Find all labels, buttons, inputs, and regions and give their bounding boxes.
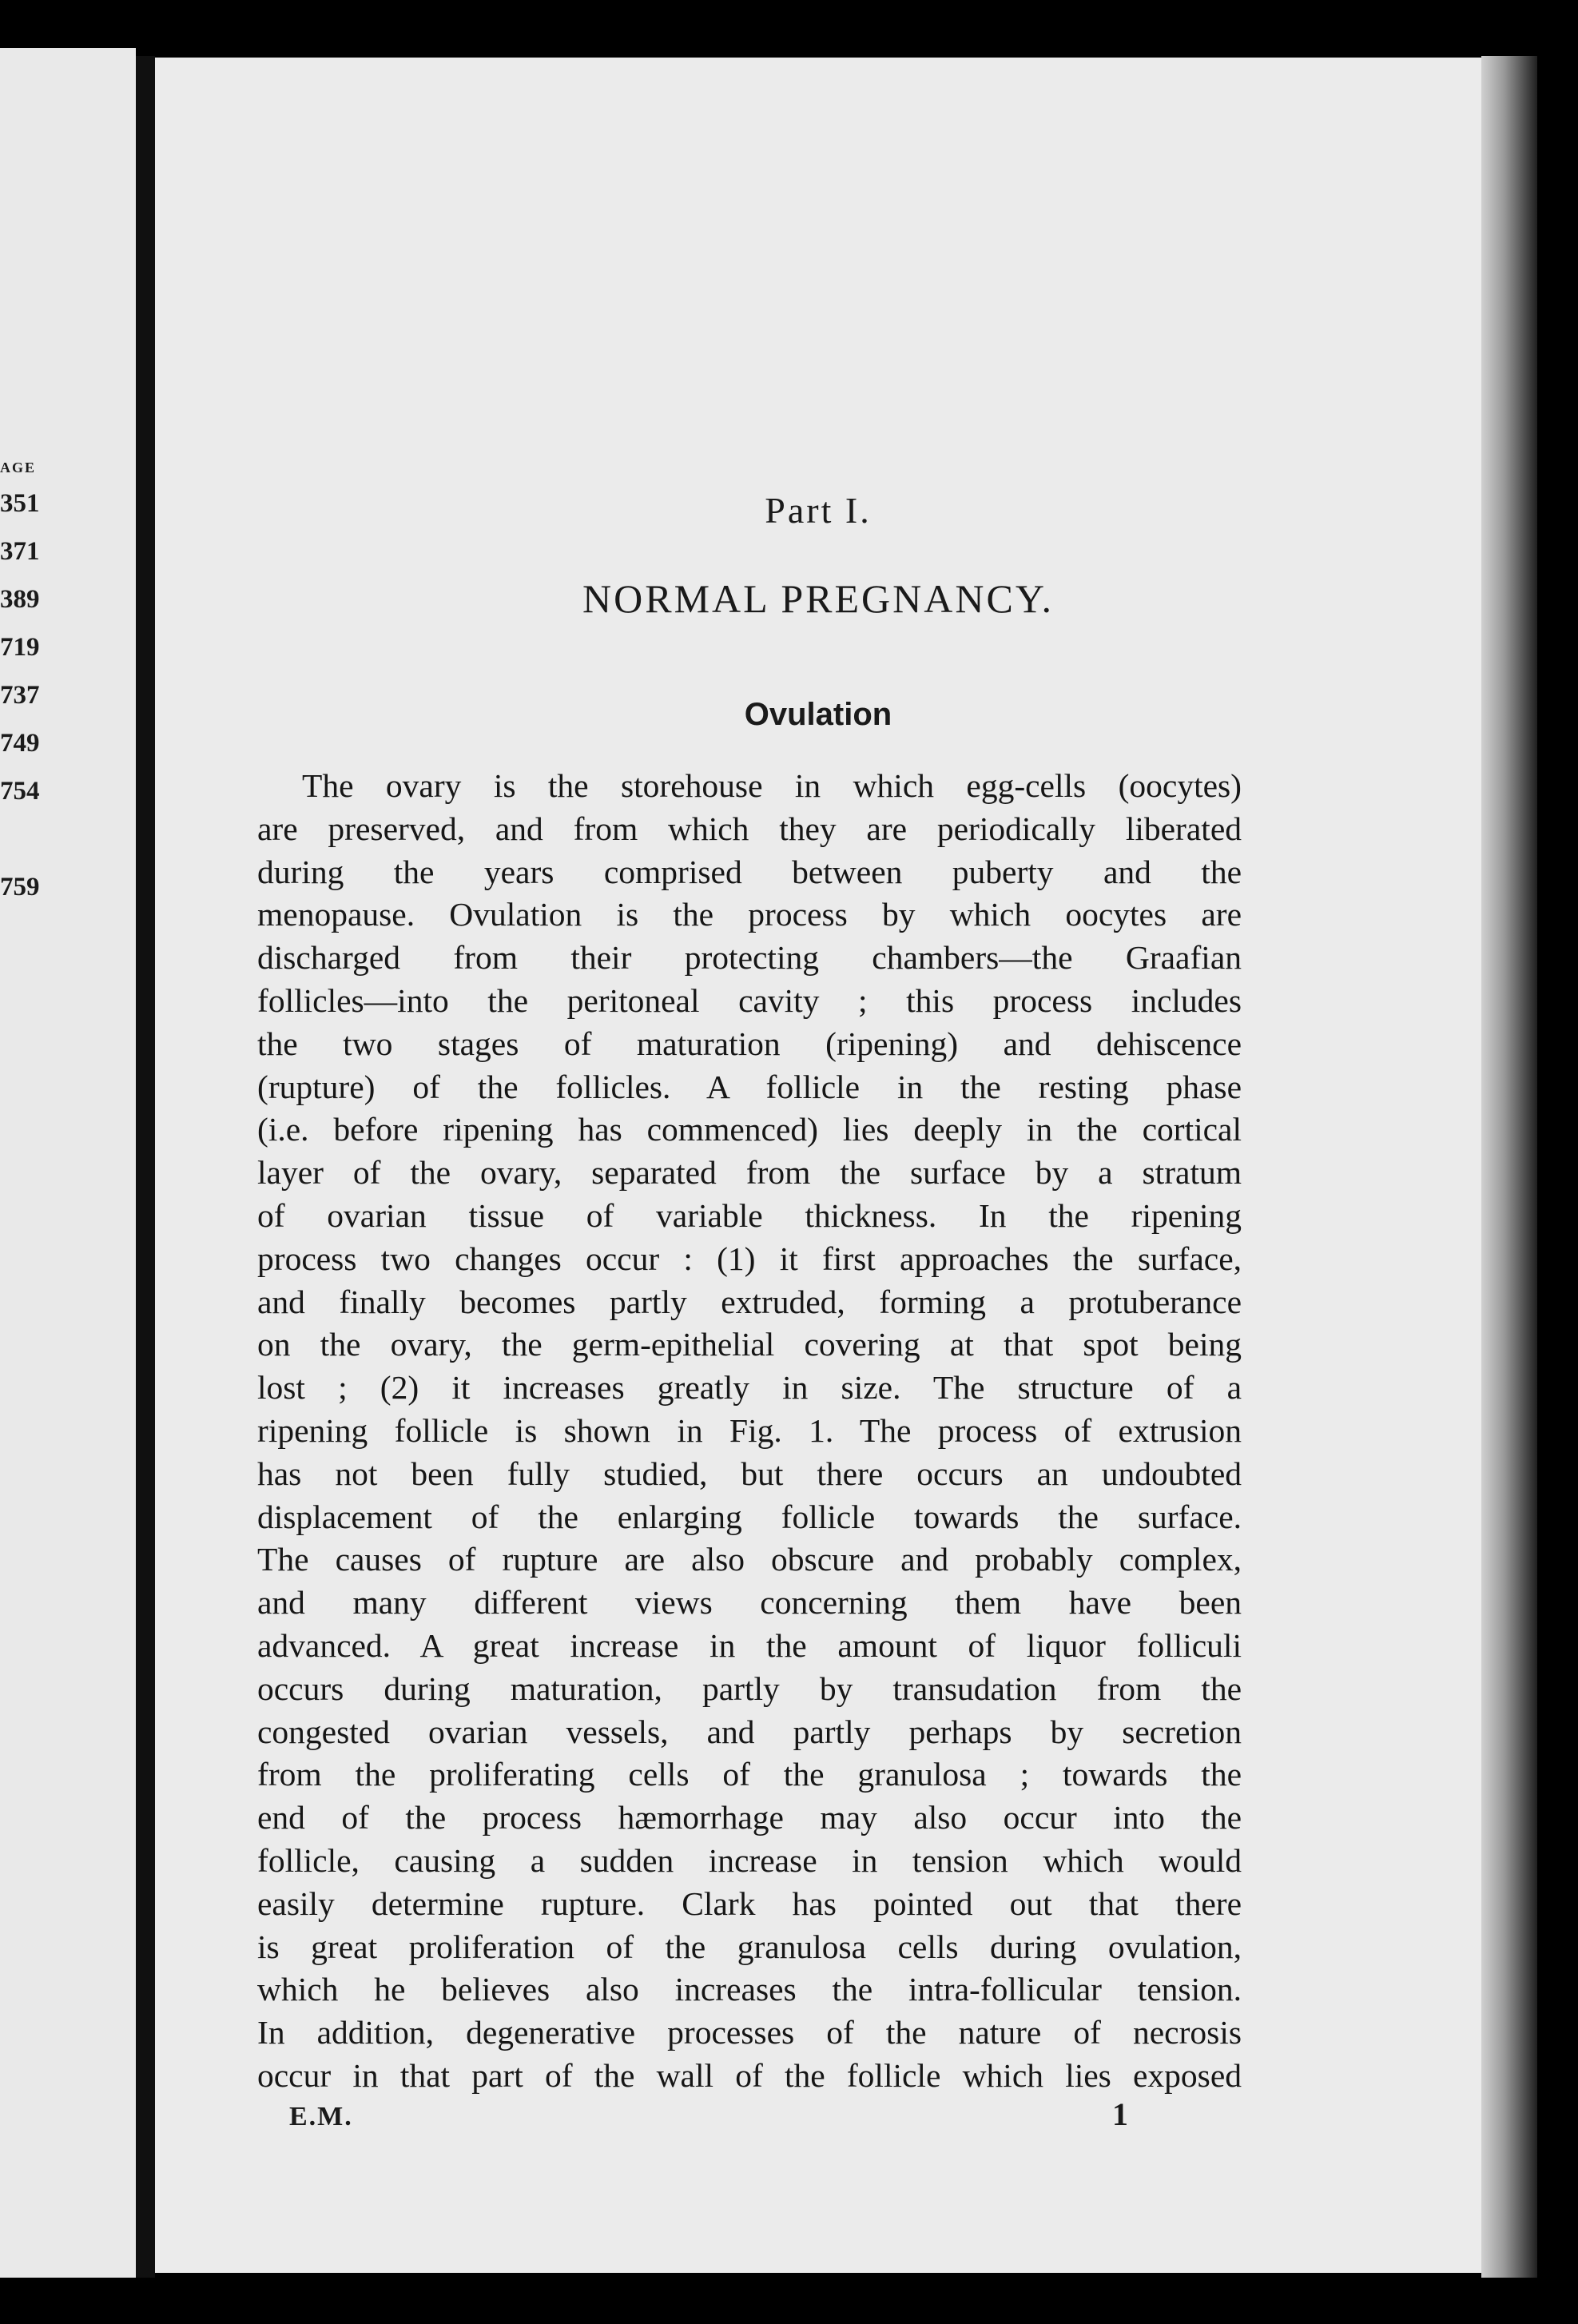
paragraph-line: ripening follicle is shown in Fig. 1. The process of extrusion xyxy=(257,1411,1242,1449)
previous-page-sliver xyxy=(0,48,136,2278)
paragraph-line: on the ovary, the germ-epithelial covering at that spot being xyxy=(257,1326,1242,1363)
paragraph-line: displacement of the enlarging follicle towards the surface. xyxy=(257,1498,1242,1535)
paragraph-line: advanced. A great increase in the amount of liquor folliculi xyxy=(257,1626,1242,1664)
paragraph-line: layer of the ovary, separated from the surface by a stratum xyxy=(257,1154,1242,1192)
index-page-number: 754 xyxy=(0,777,40,806)
paragraph-line: are preserved, and from which they are periodically liberated xyxy=(257,810,1242,847)
signature-mark: E.M. xyxy=(289,2102,353,2131)
paragraph-line: has not been fully studied, but there occurs an undoubted xyxy=(257,1454,1242,1492)
book-page xyxy=(155,58,1481,2273)
paragraph-line: (rupture) of the follicles. A follicle in the resting phase xyxy=(257,1068,1242,1105)
paragraph-line: the two stages of maturation (ripening) and dehiscence xyxy=(257,1025,1242,1062)
previous-page-index xyxy=(0,460,72,911)
book-gutter xyxy=(136,56,155,2278)
index-page-number: 351 xyxy=(0,489,40,518)
paragraph-line: easily determine rupture. Clark has pointed out that there xyxy=(257,1884,1242,1922)
paragraph-line: which he believes also increases the intra-follicular tension. xyxy=(257,1971,1242,2008)
paragraph-line: lost ; (2) it increases greatly in size. The structure of a xyxy=(257,1369,1242,1407)
body-paragraph xyxy=(257,765,1242,2098)
paragraph-line: and finally becomes partly extruded, forming a protuberance xyxy=(257,1283,1242,1320)
paragraph-line: congested ovarian vessels, and partly perhaps by secretion xyxy=(257,1713,1242,1750)
paragraph-line: process two changes occur : (1) it first approaches the surface, xyxy=(257,1240,1242,1277)
page-edge xyxy=(1481,56,1537,2278)
index-page-number: 759 xyxy=(0,873,40,901)
section-heading: Ovulation xyxy=(744,697,892,732)
paragraph-line: discharged from their protecting chambers—the Graafian xyxy=(257,939,1242,977)
index-page-number: 719 xyxy=(0,633,40,662)
part-heading: Part I. xyxy=(765,490,872,531)
paragraph-line: follicle, causing a sudden increase in tension which would xyxy=(257,1841,1242,1879)
paragraph-line: from the proliferating cells of the granulosa ; towards the xyxy=(257,1756,1242,1793)
paragraph-line: of ovarian tissue of variable thickness. In the ripening xyxy=(257,1196,1242,1234)
paragraph-line: The causes of rupture are also obscure and probably complex, xyxy=(257,1541,1242,1578)
page-number: 1 xyxy=(1112,2096,1128,2132)
paragraph-line: occur in that part of the wall of the follicle which lies exposed xyxy=(257,2056,1242,2094)
index-page-number: 389 xyxy=(0,585,40,614)
paragraph-line: is great proliferation of the granulosa cells during ovulation, xyxy=(257,1928,1242,1965)
index-page-number: 737 xyxy=(0,681,40,710)
index-page-number: 749 xyxy=(0,729,40,758)
paragraph-line: during the years comprised between puberty and the xyxy=(257,853,1242,890)
previous-page-header: AGE xyxy=(0,460,37,476)
chapter-title: NORMAL PREGNANCY. xyxy=(582,576,1054,621)
paragraph-line: end of the process hæmorrhage may also occur into the xyxy=(257,1799,1242,1837)
paragraph-line: and many different views concerning them have been xyxy=(257,1584,1242,1622)
paragraph-line: In addition, degenerative processes of the nature of necrosis xyxy=(257,2014,1242,2051)
paragraph-line: The ovary is the storehouse in which egg-cells (oocytes) xyxy=(302,767,1242,804)
paragraph-line: menopause. Ovulation is the process by which oocytes are xyxy=(257,896,1242,933)
paragraph-line: occurs during maturation, partly by transudation from the xyxy=(257,1669,1242,1707)
paragraph-line: (i.e. before ripening has commenced) lies deeply in the cortical xyxy=(257,1111,1242,1148)
index-page-number: 371 xyxy=(0,537,40,566)
paragraph-line: follicles—into the peritoneal cavity ; this process includes xyxy=(257,981,1242,1019)
